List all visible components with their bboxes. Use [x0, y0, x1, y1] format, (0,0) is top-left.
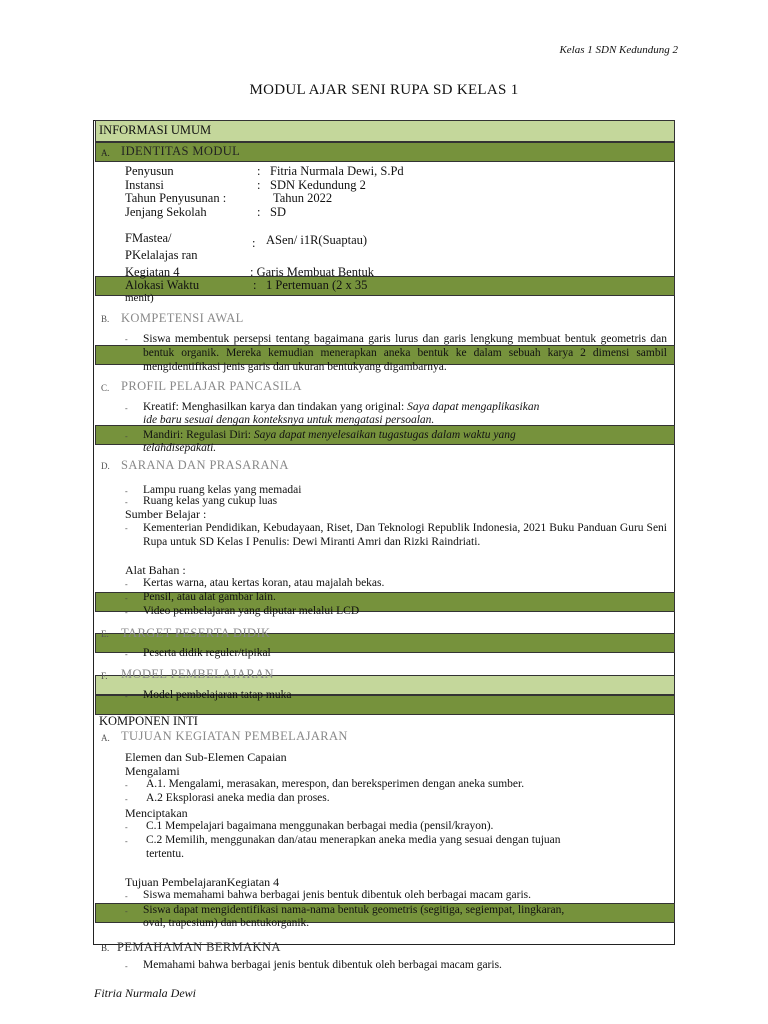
mandiri-text: Mandiri: Regulasi Diri: Saya dapat menyelesaikan tugastugas dalam waktu yang [143, 429, 516, 441]
alokasi-label: Alokasi Waktu [125, 278, 200, 292]
mengalami-item-1: A.1. Mengalami, merasakan, merespon, dan bereksperimen dengan aneka sumber. [146, 778, 525, 790]
identitas-letter: A. [101, 148, 110, 158]
kreatif-text: Kreatif: Menghasilkan karya dan tindakan yang original: Saya dapat mengaplikasikan [143, 401, 540, 413]
tahun-label: Tahun Penyusunan : [125, 191, 227, 205]
mengalami-bullet-2: - [125, 795, 128, 804]
sarana-letter: D. [101, 461, 110, 471]
alat-bullet-3: - [125, 608, 128, 617]
alat-item-3: Video pembelajaran yang diputar melalui LCD [143, 605, 360, 617]
tujuan-letter: A. [101, 733, 110, 743]
mapel-colon: : [252, 236, 256, 250]
mapel-label: FMasteа/ [125, 231, 172, 245]
tujuan-bullet-1: - [125, 892, 128, 901]
tujuan-item-2-line2: oval, trapesium) dan bentukorganik. [143, 917, 310, 929]
mandiri-bullet: - [125, 432, 128, 441]
jenjang-label: Jenjang Sekolah [125, 205, 207, 219]
mapel-value: ASen/ i1R(Suaptau) [266, 233, 368, 247]
elemen-heading: Elemen dan Sub-Elemen Capaian [125, 750, 287, 764]
jenjang-value: SD [270, 205, 286, 219]
target-heading: TARGET PESERTA DIDIK [121, 626, 271, 640]
menciptakan-item-2-line2: tertentu. [146, 848, 184, 860]
instansi-label: Instansi [125, 178, 164, 192]
tujuan-item-2: Siswa dapat mengidentifikasi nama-nama bentuk geometris (segitiga, segiempat, lingkaran, [143, 904, 565, 916]
menciptakan-bullet-2: - [125, 837, 128, 846]
model-item: Model pembelajaran tatap muka [143, 689, 292, 701]
profil-heading: PROFIL PELAJAR PANCASILA [121, 379, 302, 393]
sarana-heading: SARANA DAN PRASARANA [121, 458, 289, 472]
instansi-value: SDN Kedundung 2 [270, 178, 366, 192]
menciptakan-heading: Menciptakan [125, 806, 188, 820]
sarana-bullet-2: - [125, 498, 128, 507]
pemahaman-item: Memahami bahwa berbagai jenis bentuk dibentuk oleh berbagai macam garis. [143, 959, 502, 971]
kompetensi-heading: KOMPETENSI AWAL [121, 311, 244, 325]
tujuan-bullet-2: - [125, 907, 128, 916]
target-bullet: - [125, 650, 128, 659]
alokasi-continuation: menit) [125, 292, 154, 304]
sumber-bullet: - [125, 524, 128, 533]
menciptakan-item-1: C.1 Mempelajari bagaimana menggunakan berbagai media (pensil/krayon). [146, 820, 494, 832]
sumber-belajar-text: Kementerian Pendidikan, Kebudayaan, Riset, Dan Teknologi Republik Indonesia, 2021 Buku Panduan Guru Seni Rupa untuk SD Kelas I Penulis: Dewi Miranti Amri dan Rizki Raindriati. [143, 522, 667, 548]
tujuan-pembelajaran-heading: Tujuan PembelajaranKegiatan 4 [125, 875, 280, 889]
model-bullet: - [125, 692, 128, 701]
mengalami-heading: Mengalami [125, 764, 180, 778]
sarana-bullet-1: - [125, 487, 128, 496]
alat-bahan-label: Alat Bahan : [125, 563, 186, 577]
tujuan-item-1: Siswa memahami bahwa berbagai jenis bentuk dibentuk oleh berbagai macam garis. [143, 889, 532, 901]
penyusun-colon: : [257, 164, 261, 178]
sumber-belajar-label: Sumber Belajar : [125, 507, 207, 521]
kreatif-text-line2: ide baru sesuai dengan konteksnya untuk mengatasi persoalan. [143, 414, 435, 426]
kreatif-bullet: - [125, 404, 128, 413]
mengalami-bullet-1: - [125, 781, 128, 790]
sarana-item-2: Ruang kelas yang cukup luas [143, 495, 278, 507]
tahun-value: Tahun 2022 [273, 191, 333, 205]
target-letter: E. [101, 629, 109, 639]
target-item: Peserta didik reguler/tipikal [143, 647, 271, 659]
kegiatan-value: : Garis Membuat Bentuk [250, 265, 374, 279]
kompetensi-text: Siswa membentuk persepsi tentang bagaimana garis lurus dan garis lengkung membuat bentuk geometris dan bentuk organik. Mereka kemudian menerapkan aneka bentuk ke dalam sebuah karya 2 dimensi sambil mengidentifikasi jenis garis dan ukuran bentukyang digambarnya. [143, 333, 667, 373]
instansi-colon: : [257, 178, 261, 192]
jenjang-colon: : [257, 205, 261, 219]
document-footer: Fitria Nurmala Dewi [94, 986, 197, 1000]
penyusun-label: Penyusun [125, 164, 174, 178]
mapel-label-2: PKelalajas ran [125, 248, 198, 262]
alat-bullet-1: - [125, 580, 128, 589]
menciptakan-bullet-1: - [125, 823, 128, 832]
alat-item-1: Kertas warna, atau kertas koran, atau majalah bekas. [143, 577, 385, 589]
informasi-umum-heading: INFORMASI UMUM [99, 123, 212, 137]
sarana-item-1: Lampu ruang kelas yang memadai [143, 484, 302, 496]
kompetensi-letter: B. [101, 314, 110, 324]
kegiatan-label: Kegiatan 4 [125, 265, 180, 279]
penyusun-value: Fitria Nurmala Dewi, S.Pd [270, 164, 404, 178]
alat-bullet-2: - [125, 594, 128, 603]
kompetensi-bullet: - [125, 335, 128, 344]
model-letter: F. [101, 671, 108, 681]
alat-item-2: Pensil, atau alat gambar lain. [143, 591, 276, 603]
menciptakan-item-2: C.2 Memilih, menggunakan dan/atau menerapkan aneka media yang sesuai dengan tujuan [146, 834, 561, 846]
komponen-inti-heading: KOMPONEN INTI [99, 714, 198, 728]
mengalami-item-2: A.2 Eksplorasi aneka media dan proses. [146, 792, 330, 804]
profil-letter: C. [101, 383, 110, 393]
model-heading: MODEL PEMBELAJARAN [121, 667, 274, 681]
identitas-heading: IDENTITAS MODUL [121, 144, 241, 158]
pemahaman-letter: B. [101, 943, 110, 953]
pemahaman-bullet: - [125, 962, 128, 971]
pemahaman-heading: PEMAHAMAN BERMAKNA [117, 940, 281, 954]
document-header: Kelas 1 SDN Kedundung 2 [559, 44, 678, 56]
document-title: MODUL AJAR SENI RUPA SD KELAS 1 [249, 82, 519, 98]
mandiri-text-line2: telahdisepakati. [143, 442, 217, 454]
alokasi-value: 1 Pertemuan (2 x 35 [266, 278, 368, 292]
tujuan-heading: TUJUAN KEGIATAN PEMBELAJARAN [121, 729, 348, 743]
alokasi-colon: : [253, 278, 257, 292]
